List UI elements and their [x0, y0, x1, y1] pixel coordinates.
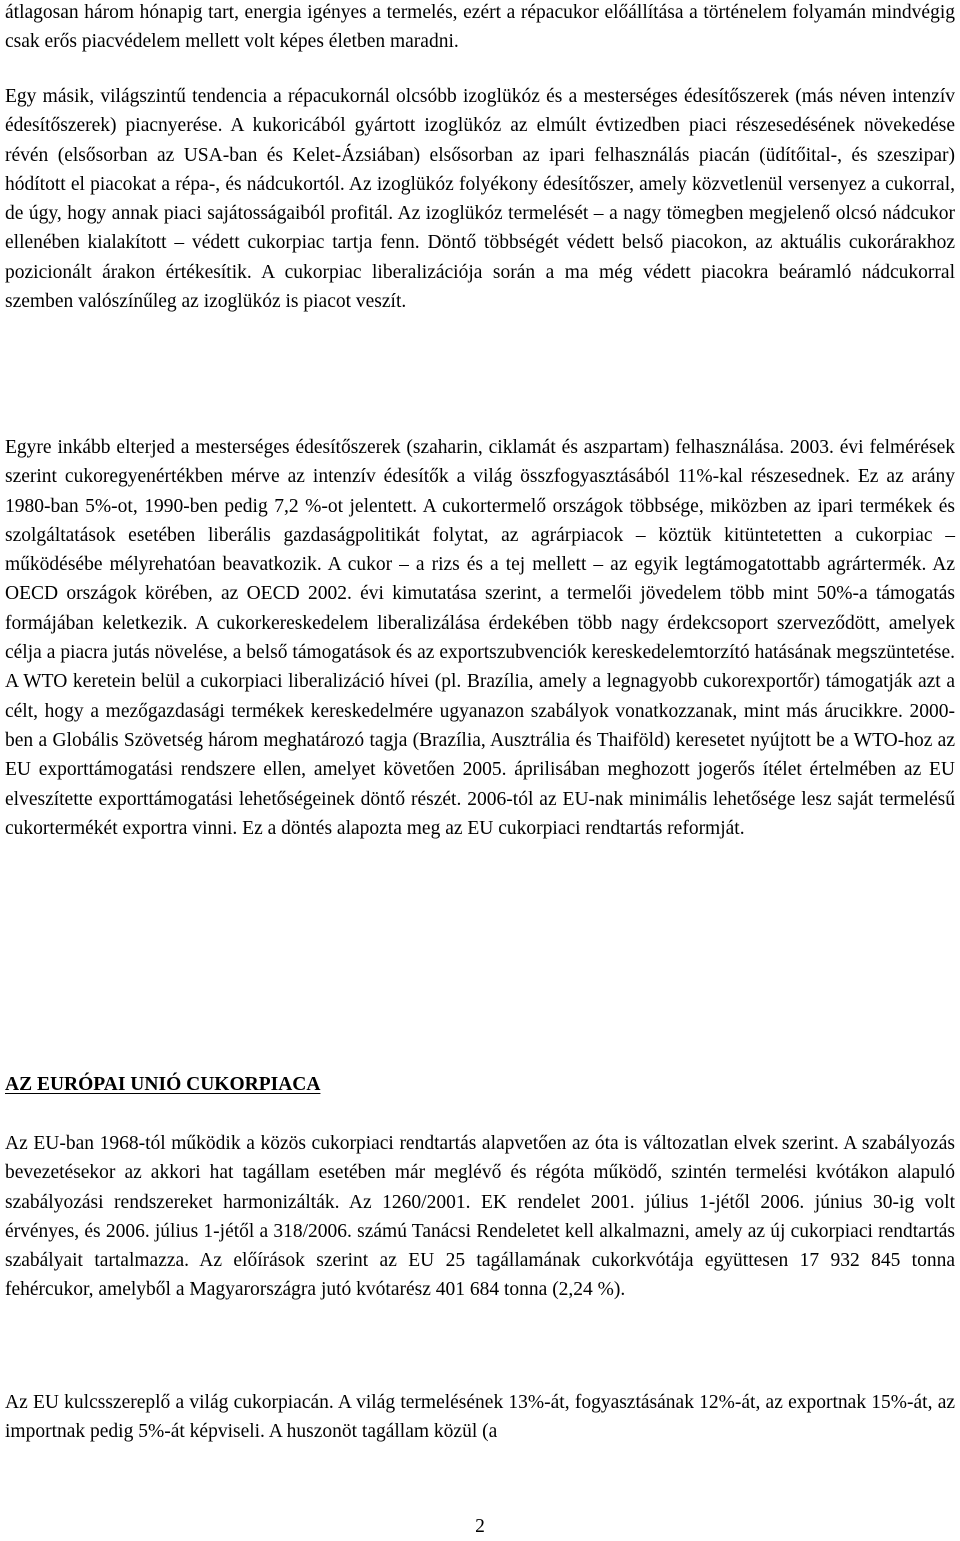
paragraph-eu-key-player: Az EU kulcsszereplő a világ cukorpiacán. A világ termelésének 13%-át, fogyasztásának 12%-át, az exportnak 15%-át, az importnak pedig 5%-át képviseli. A huszonöt tagállam közül (a: [5, 1392, 955, 1443]
paragraph-intro-continuation: átlagosan három hónapig tart, energia igényes a termelés, ezért a répacukor előállítása a történelem folyamán mindvégig csak erős piacvédelem mellett volt képes életben maradni.: [5, 2, 955, 53]
page-number: 2: [475, 1516, 485, 1537]
paragraph-eu-sugar-regime: Az EU-ban 1968-tól működik a közös cukorpiaci rendtartás alapvetően az óta is változatlan elvek szerint. A szabályozás bevezetésekor az akkori hat tagállam esetében már meglévő és régóta működő, szintén termelési kvótákon alapuló szabályozási rendszereket harmonizálták. Az 1260/2001. EK rendelet 2001. július 1-jétől 2006. június 30-ig volt érvényes, és 2006. július 1-jétől a 318/2006. számú Tanácsi Rendeletet kell alkalmazni, amely az új cukorpiaci rendtartás szabályait tartalmazza. Az előírások szerint az EU 25 tagállamának cukorkvótája együttesen 17 932 845 tonna fehércukor, amelyből a Magyarországra jutó kvótarész 401 684 tonna (2,24 %).: [5, 1133, 955, 1301]
section-heading: AZ EURÓPAI UNIÓ CUKORPIACA: [5, 1074, 321, 1095]
paragraph-sweeteners-liberalization: Egyre inkább elterjed a mesterséges édesítőszerek (szaharin, ciklamát és aszpartam) felhasználása. 2003. évi felmérések szerint cukoregyenértékben mérve az intenzív édesítők a világ összfogyasztásából 11%-kal részesednek. Ez az arány 1980-ban 5%-ot, 1990-ben pedig 7,2 %-ot jelentett. A cukortermelő országok többsége, miközben az ipari termékek és szolgáltatások esetében liberális gazdaságpolitikát folytat, az agrárpiacok – köztük kitüntetetten a cukorpiac – működésébe mélyrehatóan beavatkozik. A cukor – a rizs és a tej mellett – az egyik legtámogatottabb agrártermék. Az OECD országok körében, az OECD 2002. évi kimutatása szerint, a termelői jövedelem több mint 50%-a támogatás formájában keletkezik. A cukorkereskedelem liberalizálása érdekében több nagy érdekcsoport szerveződött, amelyek célja a piacra jutás növelése, a belső támogatások és az exportszubvenciók kereskedelemtorzító hatásának megszüntetése. A WTO keretein belül a cukorpiaci liberalizáció hívei (pl. Brazília, amely a legnagyobb cukorexportőr) támogatják azt a célt, hogy a mezőgazdasági termékek kereskedelmére ugyanazon szabályok vonatkozzanak, mint más árucikkre. 2000-ben a Globális Szövetség három meghatározó tagja (Brazília, Ausztrália és Thaiföld) keresetet nyújtott be a WTO-hoz az EU exporttámogatási rendszere ellen, amelyet követően 2005. áprilisában meghozott jogerős ítélet értelmében az EU elveszítette exporttámogatási lehetőségeinek döntő részét. 2006-tól az EU-nak minimális lehetősége lesz saját termelésű cukortermékét exportra vinni. Ez a döntés alapozta meg az EU cukorpiaci rendtartás reformját.: [5, 437, 955, 839]
paragraph-isoglucose: Egy másik, világszintű tendencia a répacukornál olcsóbb izoglükóz és a mesterséges édesítőszerek (más néven intenzív édesítőszerek) piacnyerése. A kukoricából gyártott izoglükóz az elmúlt évtizedben piaci részesedésének növekedése révén (elsősorban az USA-ban és Kelet-Ázsiában) elsősorban az ipari felhasználás piacán (üdítőital-, és szeszipar) hódított el piacokat a répa-, és nádcukortól. Az izoglükóz folyékony édesítőszer, amely közvetlenül versenyez a cukorral, de úgy, hogy annak piaci sajátosságaiból profitál. Az izoglükóz termelését – a nagy tömegben megjelenő olcsó nádcukor ellenében kialakított – védett cukorpiac tartja fenn. Döntő többségét védett belső piacokon, az aktuális cukorárakhoz pozicionált árakon értékesítik. A cukorpiac liberalizációja során a ma még védett piacokra beáramló nádcukorral szemben valószínűleg az izoglükóz is piacot veszít.: [5, 86, 955, 313]
